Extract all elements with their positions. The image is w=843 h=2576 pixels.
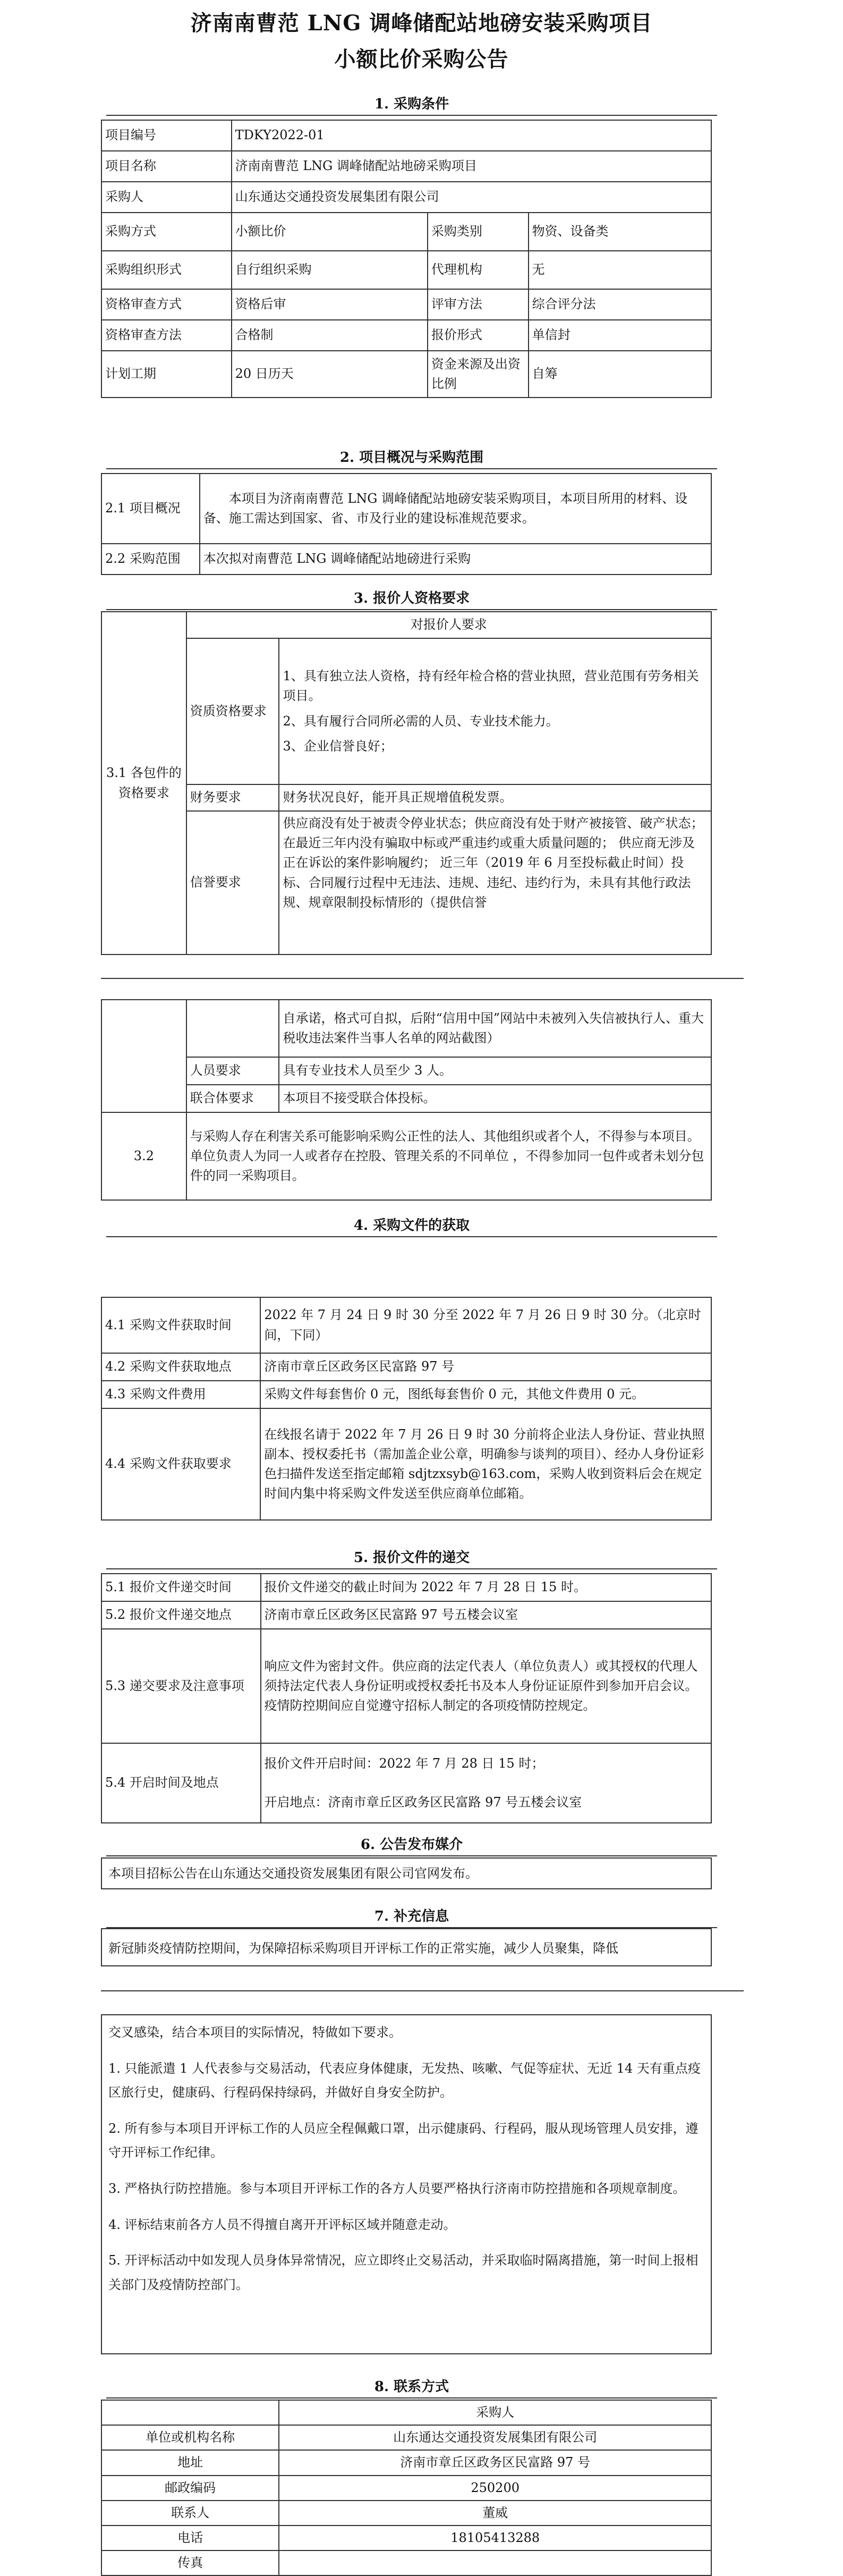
table-row	[101, 784, 711, 811]
label-cell: 4.4 采购文件获取要求	[101, 1408, 260, 1520]
label-cell: 项目编号	[101, 120, 232, 151]
document-subtitle: 小额比价采购公告	[334, 47, 509, 72]
label-cell: 地址	[101, 2450, 279, 2475]
value-cell: 18105413288	[279, 2526, 711, 2550]
section-5-heading: 5. 报价文件的递交	[106, 1547, 717, 1569]
value-cell: 济南南曹范 LNG 调峰储配站地磅采购项目	[232, 151, 711, 182]
value-cell: 具有专业技术人员至少 3 人。	[279, 1057, 711, 1085]
label-cell: 5.1 报价文件递交时间	[101, 1574, 261, 1601]
label-cell: 采购人	[101, 182, 232, 213]
value-cell	[279, 811, 711, 955]
value-cell: 小额比价	[232, 213, 428, 251]
table-row	[101, 474, 711, 544]
opening-time: 报价文件开启时间：2022 年 7 月 28 日 15 时；	[264, 1755, 544, 1771]
value-cell: 无	[529, 251, 711, 289]
section-2-heading: 2. 项目概况与采购范围	[106, 446, 717, 469]
label-cell: 邮政编码	[101, 2476, 279, 2501]
label-cell: 单位或机构名称	[101, 2425, 279, 2450]
table-row	[101, 289, 711, 320]
table-row	[101, 351, 711, 398]
supplement-box	[101, 2014, 712, 2354]
table-row	[101, 1381, 711, 1408]
table-row	[101, 1085, 711, 1112]
value-cell: 资格后审	[232, 289, 428, 320]
table-row	[101, 120, 711, 151]
document-acquisition-table	[101, 1297, 712, 1521]
table-row	[101, 2550, 711, 2575]
table-row	[101, 1112, 711, 1200]
table-row	[101, 544, 711, 575]
supplement-box-top: 新冠肺炎疫情防控期间，为保障招标采购项目开评标工作的正常实施，减少人员聚集，降低	[101, 1928, 712, 1966]
qualification-table	[101, 611, 712, 955]
value-cell: 综合评分法	[529, 289, 711, 320]
label-cell: 评审方法	[428, 289, 529, 320]
table-row	[101, 2526, 711, 2550]
contact-table	[101, 2400, 712, 2576]
value-cell: 本项目为济南南曹范 LNG 调峰储配站地磅安装采购项目，本项目所用的材料、设备、施工需达到国家、省、市及行业的建设标准规范要求。	[200, 474, 711, 544]
table-row	[101, 1408, 711, 1520]
value-cell: 2022 年 7 月 24 日 9 时 30 分至 2022 年 7 月 26 日 9 时 30 分。（北京时间，下同）	[260, 1297, 711, 1353]
label-cell: 报价形式	[428, 320, 529, 351]
supplement-paragraph: 4. 评标结束前各方人员不得擅自离开开评标区域并随意走动。	[108, 2217, 456, 2232]
value-cell: 本次拟对南曹范 LNG 调峰储配站地磅进行采购	[200, 544, 711, 575]
value-cell: 物资、设备类	[529, 213, 711, 251]
supplement-paragraph: 5. 开评标活动中如发现人员身体异常情况，应立即终止交易活动，并采取临时隔离措施，第一时间上报相关部门及疫情防控部门。	[108, 2253, 699, 2292]
value-cell: 采购文件每套售价 0 元，图纸每套售价 0 元，其他文件费用 0 元。	[260, 1381, 711, 1408]
qualification-line: 3、企业信誉良好；	[283, 738, 393, 754]
section-3-heading: 3. 报价人资格要求	[106, 587, 717, 610]
header-cell: 采购人	[279, 2400, 711, 2425]
value-cell	[279, 638, 711, 784]
label-cell: 资质资格要求	[186, 638, 279, 784]
table-row	[101, 2425, 711, 2450]
value-cell: TDKY2022-01	[232, 120, 711, 151]
table-row	[101, 1057, 711, 1085]
section-4-heading: 4. 采购文件的获取	[106, 1214, 717, 1237]
table-row	[101, 213, 711, 251]
table-row	[101, 811, 711, 955]
table-row	[101, 2450, 711, 2475]
value-cell: 单信封	[529, 320, 711, 351]
value-cell: 济南市章丘区政务区民富路 97 号五楼会议室	[261, 1601, 712, 1629]
label-cell: 4.1 采购文件获取时间	[101, 1297, 260, 1353]
value-cell	[261, 1743, 712, 1823]
label-cell: 5.3 递交要求及注意事项	[101, 1629, 261, 1743]
table-row	[101, 182, 711, 213]
value-cell: 在线报名请于 2022 年 7 月 26 日 9 时 30 分前将企业法人身份证、营业执照副本、授权委托书（需加盖企业公章，明确参与谈判的项目）、经办人身份证彩色扫描件发送至指定邮箱 sdjtzxsyb@163.com，采购人收到资料后会在规定时间内集中将采购文件发送至供应商单位邮箱。	[260, 1408, 711, 1520]
value-cell: 自行组织采购	[232, 251, 428, 289]
value-cell: 报价文件递交的截止时间为 2022 年 7 月 28 日 15 时。	[261, 1574, 712, 1601]
procurement-conditions-table	[101, 120, 712, 398]
submission-table	[101, 1573, 712, 1823]
value-cell: 20 日历天	[232, 351, 428, 398]
table-row	[101, 2476, 711, 2501]
header-cell	[101, 2400, 279, 2425]
table-row	[101, 638, 711, 784]
table-row	[101, 1000, 711, 1057]
table-row	[101, 1574, 711, 1601]
opening-location: 开启地点：济南市章丘区政务区民富路 97 号五楼会议室	[264, 1795, 582, 1810]
qualification-line: 2、具有履行合同所必需的人员、专业技术能力。	[283, 713, 559, 729]
value-cell: 250200	[279, 2476, 711, 2501]
label-cell: 采购类别	[428, 213, 529, 251]
table-row	[101, 151, 711, 182]
supplement-paragraph: 1. 只能派遣 1 人代表参与交易活动，代表应身体健康，无发热、咳嗽、气促等症状、无近 14 天有重点疫区旅行史，健康码、行程码保持绿码，并做好自身安全防护。	[108, 2060, 701, 2100]
section-7-heading: 7. 补充信息	[106, 1905, 717, 1928]
label-cell: 计划工期	[101, 351, 232, 398]
label-cell: 2.1 项目概况	[101, 474, 200, 544]
header-cell: 对报价人要求	[186, 612, 711, 638]
value-cell: 合格制	[232, 320, 428, 351]
label-cell: 信誉要求	[186, 811, 279, 955]
table-row	[101, 251, 711, 289]
label-cell: 4.3 采购文件费用	[101, 1381, 260, 1408]
table-row	[101, 2400, 711, 2425]
label-cell: 2.2 采购范围	[101, 544, 200, 575]
label-cell: 联合体要求	[186, 1085, 279, 1112]
label-cell: 4.2 采购文件获取地点	[101, 1353, 260, 1381]
qualification-table-continued	[101, 999, 712, 1201]
section-8-heading: 8. 联系方式	[106, 2376, 717, 2398]
page-break-line	[101, 978, 744, 979]
label-cell: 人员要求	[186, 1057, 279, 1085]
table-row	[101, 320, 711, 351]
table-row	[101, 1743, 711, 1823]
value-cell: 财务状况良好，能开具正规增值税发票。	[279, 784, 711, 811]
table-row	[101, 1601, 711, 1629]
label-cell: 财务要求	[186, 784, 279, 811]
table-row	[101, 2501, 711, 2526]
table-row	[101, 1629, 711, 1743]
credit-text: 供应商没有处于被责令停业状态；供应商没有处于财产被接管、破产状态； 在最近三年内没有骗取中标或严重违约或重大质量问题的； 供应商无涉及正在诉讼的案件影响履约； 近三年（2019 年 6 月至投标截止时间）投标、合同履行过程中无违法、违规、违纪、违约行为，未具有其他行政法规、规章限制投标情形的（提供信誉	[283, 816, 704, 910]
value-cell: 山东通达交通投资发展集团有限公司	[279, 2425, 711, 2450]
section-1-heading: 1. 采购条件	[106, 93, 717, 116]
value-cell: 与采购人存在利害关系可能影响采购公正性的法人、其他组织或者个人，不得参与本项目。单位负责人为同一人或者存在控股、管理关系的不同单位 ，不得参加同一包件或者未划分包件的同一采购项目。	[186, 1112, 711, 1200]
table-row	[101, 1353, 711, 1381]
label-cell: 代理机构	[428, 251, 529, 289]
value-cell: 济南市章丘区政务区民富路 97 号	[279, 2450, 711, 2475]
label-cell: 采购方式	[101, 213, 232, 251]
label-cell: 传真	[101, 2550, 279, 2575]
label-cell: 资金来源及出资比例	[428, 351, 529, 398]
label-cell: 资格审查方式	[101, 289, 232, 320]
table-row	[101, 1297, 711, 1353]
page-break-line	[101, 1990, 744, 1991]
label-cell: 5.2 报价文件递交地点	[101, 1601, 261, 1629]
supplement-paragraph: 3. 严格执行防控措施。参与本项目开评标工作的各方人员要严格执行济南市防控措施和各项规章制度。	[108, 2181, 686, 2196]
label-cell: 3.2	[101, 1112, 186, 1200]
label-cell: 采购组织形式	[101, 251, 232, 289]
label-cell	[101, 1000, 186, 1112]
value-cell: 自筹	[529, 351, 711, 398]
qualification-line: 1、具有独立法人资格，持有经年检合格的营业执照，营业范围有劳务相关项目。	[283, 669, 699, 704]
label-cell: 项目名称	[101, 151, 232, 182]
value-cell: 响应文件为密封文件。供应商的法定代表人（单位负责人）或其授权的代理人须持法定代表人身份证明或授权委托书及本人身份证证原件到参加开启会议。疫情防控期间应自觉遵守招标人制定的各项疫情防控规定。	[261, 1629, 712, 1743]
project-overview-table	[101, 473, 712, 575]
supplement-paragraph: 交叉感染，结合本项目的实际情况，特做如下要求。	[108, 2025, 402, 2040]
value-cell: 本项目不接受联合体投标。	[279, 1085, 711, 1112]
label-cell: 3.1 各包件的资格要求	[101, 612, 186, 955]
label-cell: 资格审查方法	[101, 320, 232, 351]
label-cell	[186, 1000, 279, 1057]
table-row	[101, 612, 711, 638]
supplement-paragraph: 2. 所有参与本项目开评标工作的人员应全程佩戴口罩，出示健康码、行程码，服从现场管理人员安排，遵守开评标工作纪律。	[108, 2121, 699, 2160]
value-cell: 济南市章丘区政务区民富路 97 号	[260, 1353, 711, 1381]
value-cell: 董威	[279, 2501, 711, 2526]
publication-media-box: 本项目招标公告在山东通达交通投资发展集团有限公司官网发布。	[101, 1857, 712, 1889]
label-cell: 电话	[101, 2526, 279, 2550]
value-cell: 山东通达交通投资发展集团有限公司	[232, 182, 711, 213]
label-cell: 5.4 开启时间及地点	[101, 1743, 261, 1823]
document-title: 济南南曹范 LNG 调峰储配站地磅安装采购项目	[190, 11, 653, 36]
value-cell: 自承诺，格式可自拟，后附“信用中国”网站中未被列入失信被执行人、重大税收违法案件当事人名单的网站截图）	[279, 1000, 711, 1057]
label-cell: 联系人	[101, 2501, 279, 2526]
value-cell	[279, 2550, 711, 2575]
section-6-heading: 6. 公告发布媒介	[106, 1834, 717, 1856]
